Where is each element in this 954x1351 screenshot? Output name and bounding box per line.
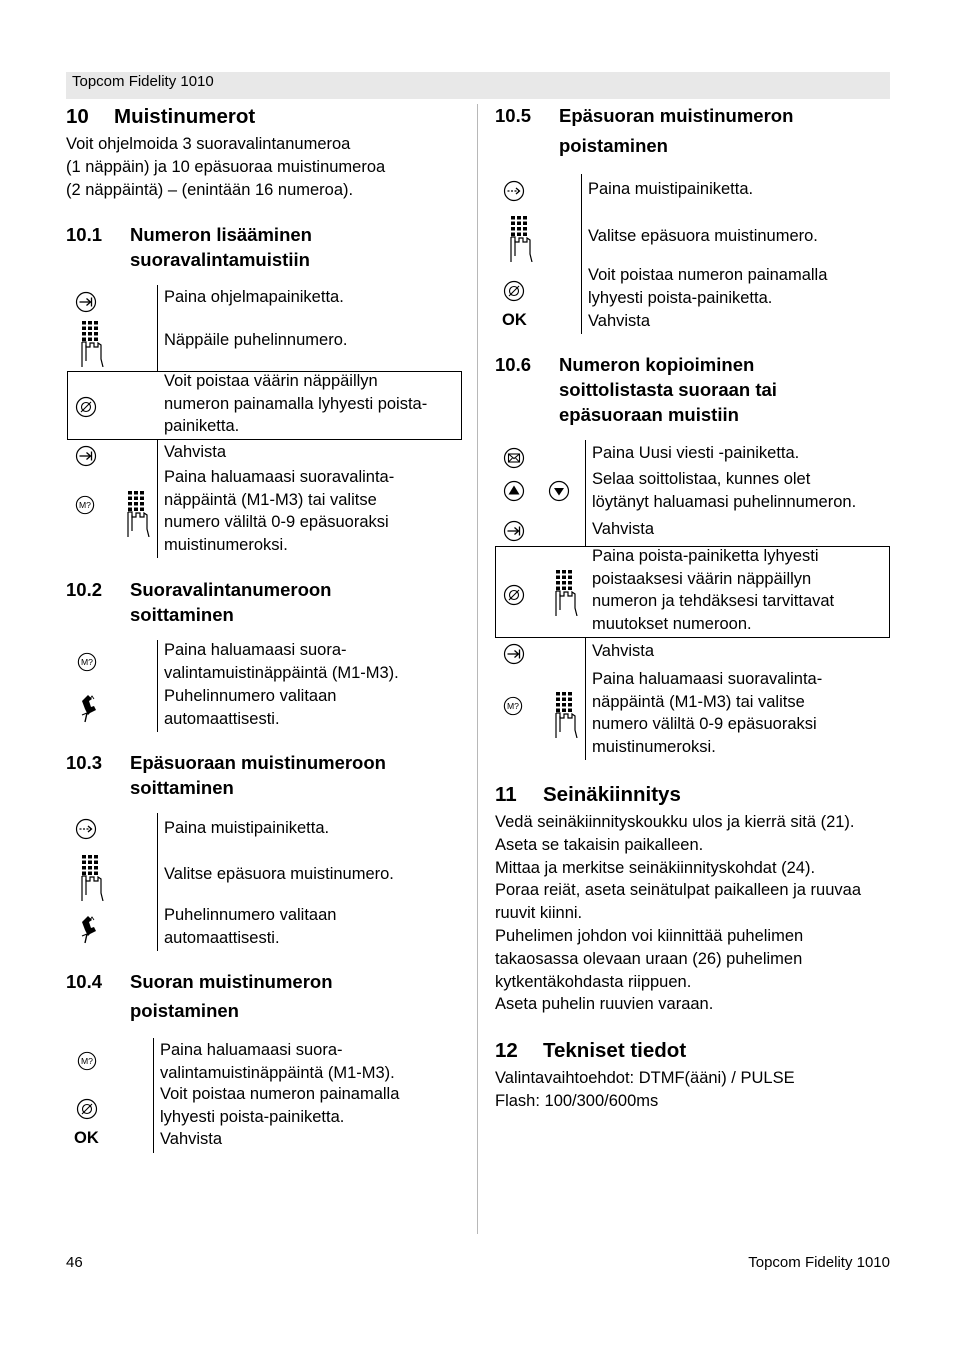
step-divider (585, 440, 586, 547)
header-title: Topcom Fidelity 1010 (72, 73, 214, 90)
program-key-icon (75, 291, 97, 313)
step-text: Voit poistaa väärin näppäillyn numeron painamalla lyhyesti poista- painiketta. (164, 372, 428, 436)
memory-key-icon (75, 495, 95, 515)
step-text: Paina haluamaasi suoravalinta- näppäintä (M1-M3) tai valitse numero väliltä 0-9 epäsuoraksi muistinumeroksi. (164, 468, 395, 555)
keypad-icon (79, 321, 105, 367)
step-text: Paina poista-painiketta lyhyesti poistaaksesi väärin näppäillyn numeron ja tehdäksesi tarvittavat muutokset numeroon. (592, 547, 835, 634)
step-divider (157, 640, 158, 732)
keypad-icon (553, 570, 579, 616)
step-text: Vahvista (164, 443, 227, 461)
step-text: Puhelinnumero valitaan automaattisesti. (164, 906, 337, 947)
step-text: Vahvista (592, 642, 655, 660)
new-message-icon (503, 447, 525, 469)
step-divider (153, 1038, 154, 1153)
step-divider (157, 813, 158, 951)
step-divider (157, 285, 158, 372)
step-text: Vahvista (160, 1130, 223, 1148)
up-arrow-icon (503, 480, 525, 502)
section-11-heading: 11 Seinäkiinnitys (495, 783, 681, 806)
step-text: Näppäile puhelinnumero. (164, 331, 348, 349)
step-text: Vahvista (592, 520, 655, 538)
step-text: Voit poistaa numeron painamalla lyhyesti poista-painiketta. (160, 1085, 400, 1126)
delete-key-icon (75, 396, 97, 418)
keypad-icon (553, 692, 579, 738)
keypad-icon (79, 855, 105, 901)
column-divider (477, 104, 478, 1234)
section-10-heading: 10 Muistinumerot (66, 105, 256, 128)
step-text: Selaa soittolistaa, kunnes olet löytänyt haluamasi puhelinnumeron. (592, 470, 857, 511)
step-text: Vahvista (588, 312, 651, 330)
section-10-intro: Voit ohjelmoida 3 suoravalintanumeroa (1 näppäin) ja 10 epäsuoraa muistinumeroa (2 näppäintä) – (enintään 16 numeroa). (66, 135, 386, 199)
section-12-body: Valintavaihtoehdot: DTMF(ääni) / PULSE Flash: 100/300/600ms (495, 1069, 795, 1110)
program-key-icon (503, 643, 525, 665)
step-divider (581, 174, 582, 334)
memory-button-icon (75, 818, 97, 840)
step-divider (585, 638, 586, 760)
step-text: Paina haluamaasi suora- valintamuistinäppäintä (M1-M3). (164, 641, 399, 682)
step-divider (157, 440, 158, 558)
delete-key-icon (503, 584, 525, 606)
handset-dialing-icon (78, 914, 98, 944)
step-text: Paina Uusi viesti -painiketta. (592, 444, 800, 462)
memory-key-icon (77, 1051, 97, 1071)
page-header (66, 72, 890, 99)
step-text: Voit poistaa numeron painamalla lyhyesti poista-painiketta. (588, 266, 828, 307)
section-12-heading: 12 Tekniset tiedot (495, 1039, 687, 1062)
keypad-icon (125, 491, 151, 537)
keypad-icon (508, 216, 534, 262)
step-text: Paina muistipainiketta. (164, 819, 330, 837)
step-text: Valitse epäsuora muistinumero. (588, 227, 818, 245)
delete-key-icon (76, 1098, 98, 1120)
ok-label: OK (502, 311, 527, 329)
step-text: Valitse epäsuora muistinumero. (164, 865, 394, 883)
step-text: Paina haluamaasi suoravalinta- näppäintä (M1-M3) tai valitse numero väliltä 0-9 epäsuoraksi muistinumeroksi. (592, 670, 823, 757)
memory-button-icon (503, 180, 525, 202)
step-text: Paina ohjelmapainiketta. (164, 288, 344, 306)
page-number: 46 (66, 1254, 83, 1271)
ok-label: OK (74, 1129, 99, 1147)
memory-key-icon (503, 696, 523, 716)
down-arrow-icon (548, 480, 570, 502)
program-key-icon (503, 520, 525, 542)
step-text: Paina muistipainiketta. (588, 180, 754, 198)
handset-dialing-icon (78, 693, 98, 723)
section-11-body: Vedä seinäkiinnityskoukku ulos ja kierrä sitä (21). Aseta se takaisin paikalleen. Mittaa ja merkitse seinäkiinnityskohdat (24). Poraa reiät, aseta seinätulpat paikalleen ja ruuvaa ruuvit kiinni. Puhelimen johdon voi kiinnittää puhelimen takaosassa olevaan uraan (26) puhelimen kytkentäkohdasta riippuen. Aseta puhelin ruuvien varaan. (495, 813, 861, 1014)
footer-brand: Topcom Fidelity 1010 (748, 1254, 890, 1271)
memory-key-icon (77, 652, 97, 672)
step-text: Paina haluamaasi suora- valintamuistinäppäintä (M1-M3). (160, 1041, 395, 1082)
program-key-icon (75, 445, 97, 467)
delete-key-icon (503, 280, 525, 302)
step-text: Puhelinnumero valitaan automaattisesti. (164, 687, 337, 728)
